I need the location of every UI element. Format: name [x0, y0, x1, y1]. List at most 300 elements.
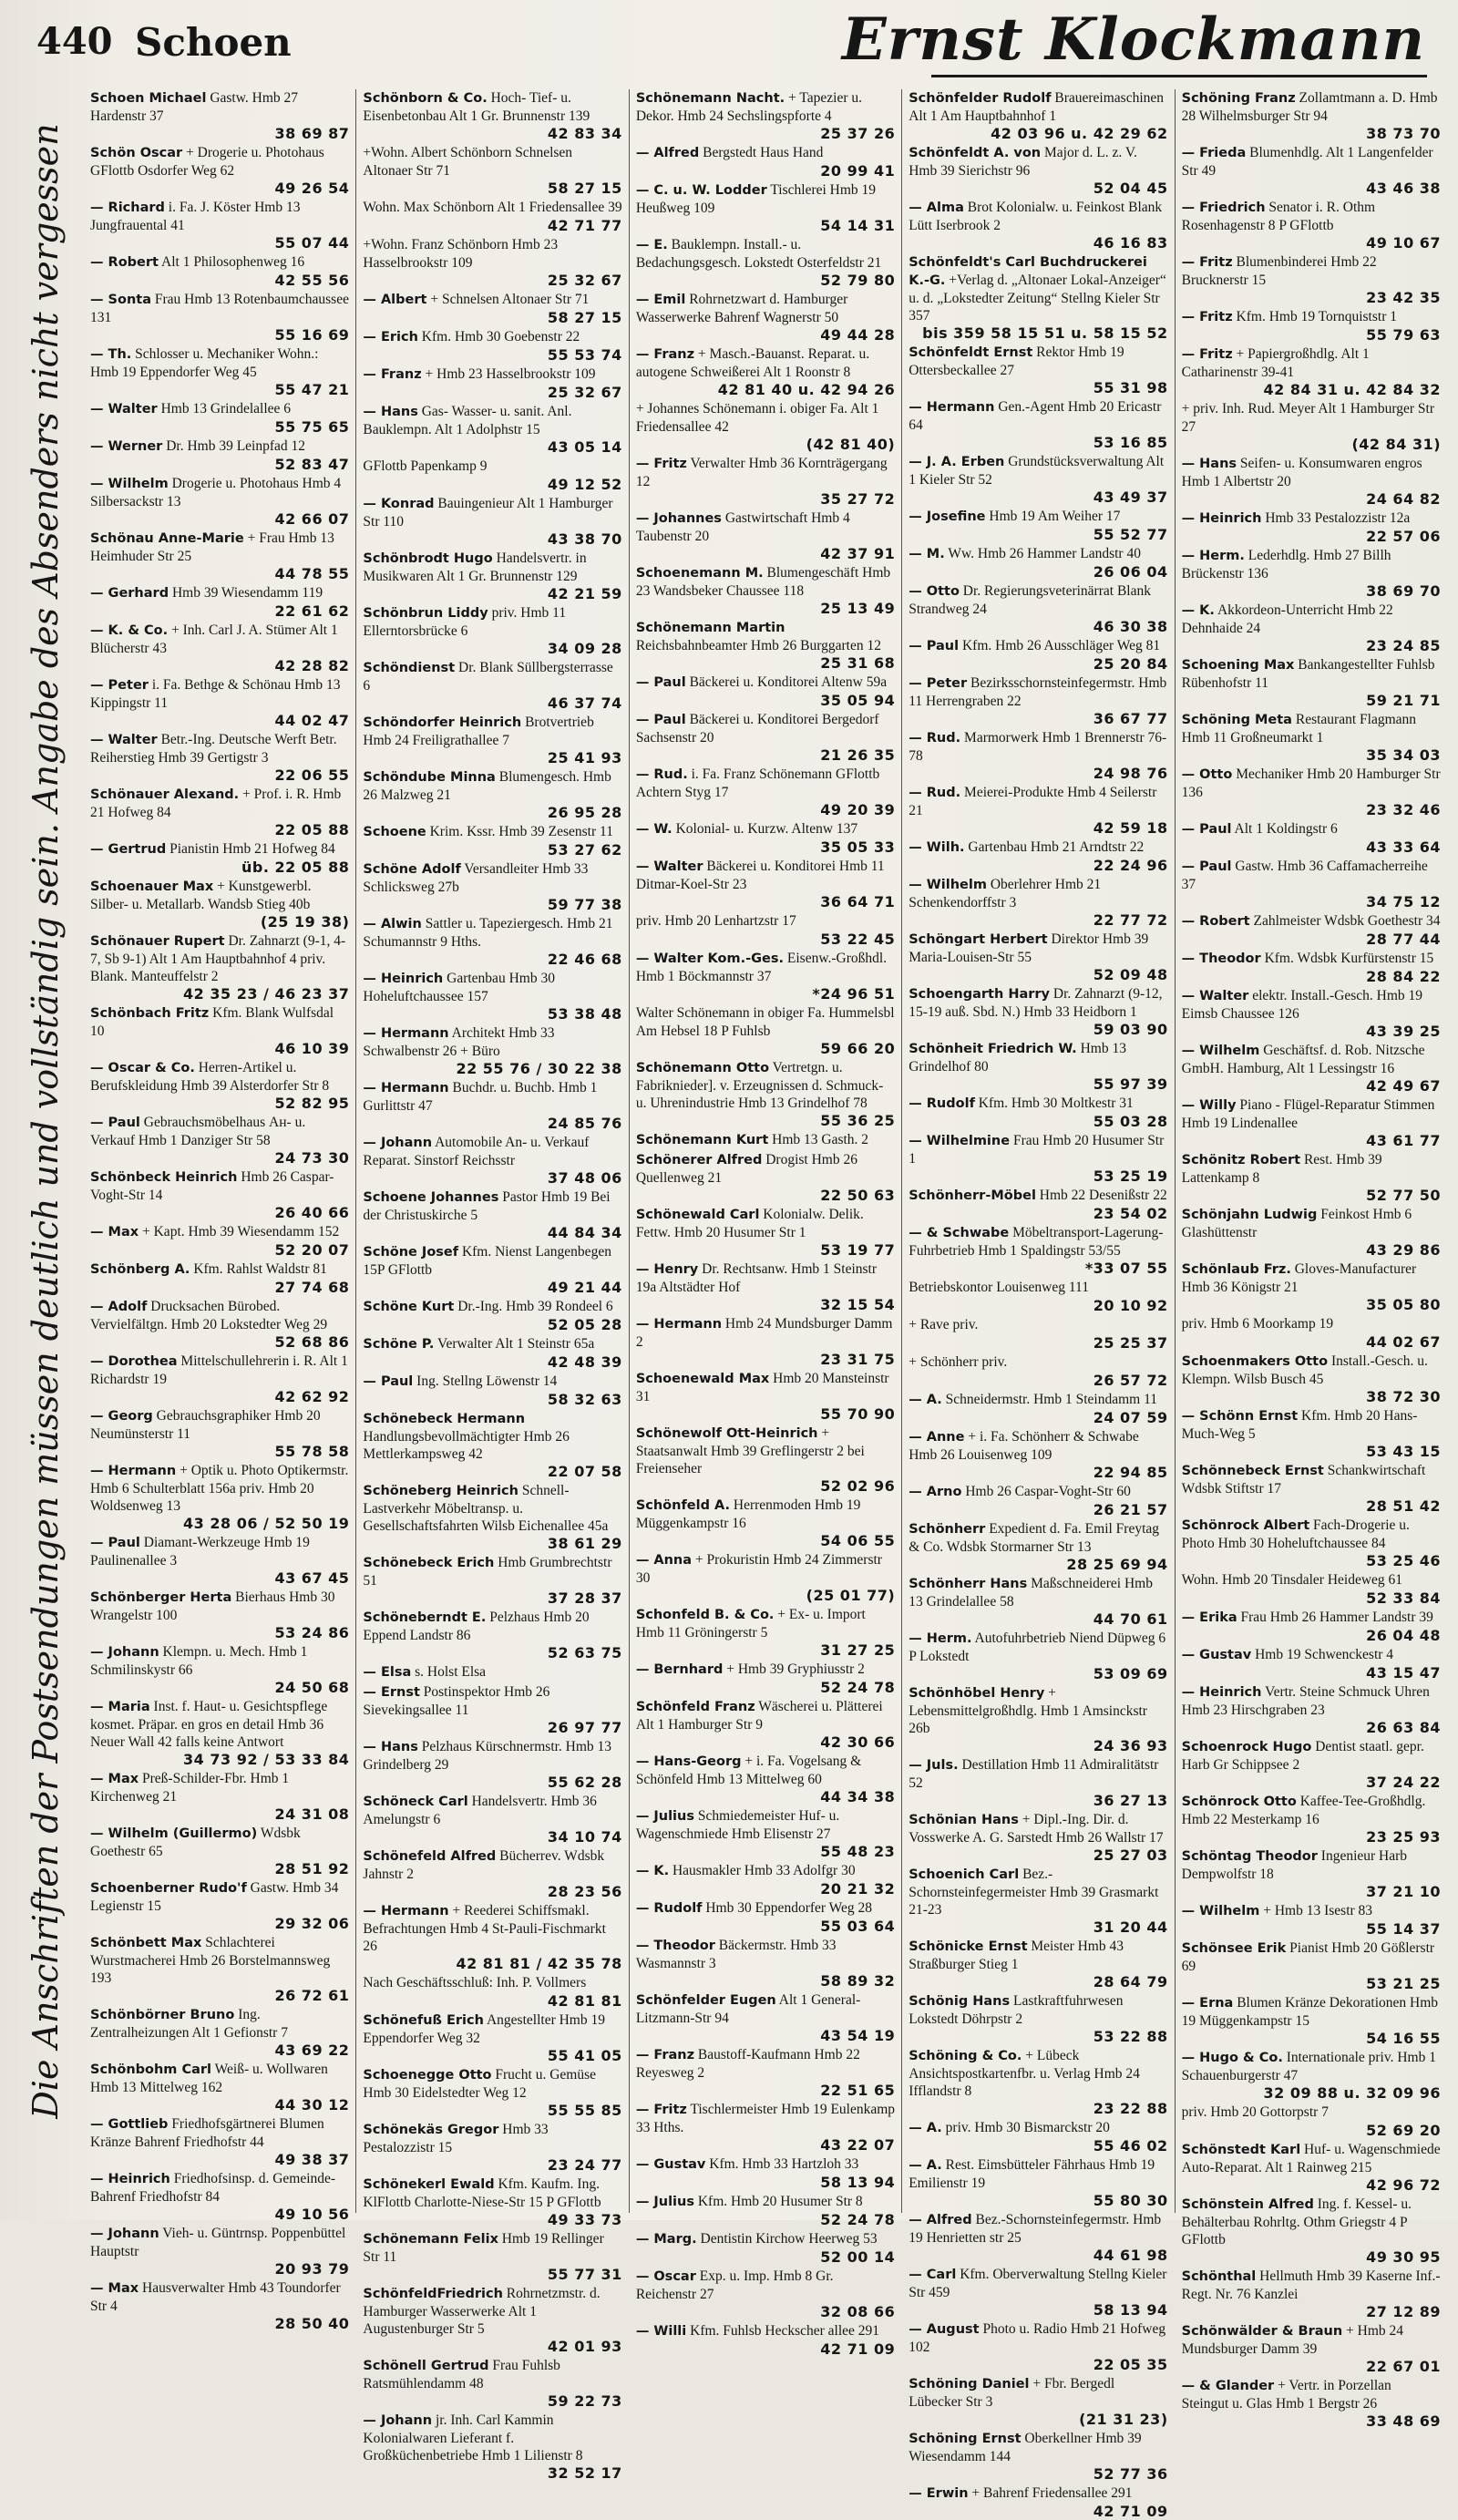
directory-entry [363, 1609, 621, 1661]
entry-name: — Paul [90, 1536, 140, 1550]
entry-name: Schöning Ernst [909, 2432, 1022, 2446]
entry-details: Grundstücksverwaltung Alt 1 Kieler Str 52 [909, 454, 1165, 488]
directory-entry [363, 2066, 621, 2119]
entry-details: Schmiedemeister Huf- u. Wagenschmiede Hmb Elisenstr 27 [635, 1808, 840, 1842]
directory-entry [636, 345, 895, 398]
entry-name: — Elsa [363, 1665, 412, 1680]
entry-details: Wäscherei u. Plätterei Alt 1 Hamburger Str 9 [635, 1699, 883, 1733]
entry-phone: 55 52 77 [1093, 526, 1168, 543]
entry-phone: 49 33 73 [547, 2211, 622, 2228]
entry-name: — Sonta [90, 293, 151, 307]
entry-name: — & Glander [1181, 2379, 1275, 2393]
entry-details: Wdsbk Goethestr 65 [90, 1826, 301, 1859]
entry-details: Pastor Hmb 19 Bei der Christuskirche 5 [363, 1189, 611, 1223]
entry-details: Kfm. Oberverwaltung Stellng Kieler Str 459 [909, 2267, 1167, 2300]
directory-entry [909, 144, 1167, 197]
directory-entry [636, 2322, 895, 2358]
entry-details: +Wohn. Franz Schönborn Hmb 23 Hasselbrookstr 109 [363, 237, 559, 271]
entry-details: Kfm. Blank Wulfsdal 10 [90, 1005, 334, 1039]
entry-details: Wohn. Max Schönborn Alt 1 Friedensallee 39 [363, 200, 622, 215]
entry-phone: 52 77 36 [1093, 2465, 1168, 2483]
entry-phone: 26 95 28 [547, 804, 622, 821]
entry-details: Brauereimaschinen Alt 1 Am Hauptbahnhof 1 [909, 90, 1165, 124]
directory-entry [90, 253, 349, 289]
entry-details: Direktor Hmb 39 Maria-Louisen-Str 55 [909, 931, 1149, 965]
entry-phone: 23 25 93 [1366, 1828, 1442, 1846]
entry-details: Marmorwerk Hmb 1 Brennerstr 76-78 [909, 730, 1167, 764]
entry-phone: 49 44 28 [820, 326, 896, 344]
entry-name: — August [909, 2322, 980, 2337]
directory-entry [909, 1391, 1167, 1426]
entry-phone: 34 75 12 [1366, 893, 1442, 910]
directory-entry [909, 2484, 1167, 2520]
directory-entry [636, 2046, 895, 2099]
entry-details: Schlachterei Wurstmacherei Hmb 26 Borstelmannsweg 193 [90, 1935, 331, 1986]
directory-entry [90, 786, 349, 838]
directory-entry [636, 1753, 895, 1805]
entry-name: Schönemann Nacht. [635, 91, 785, 106]
entry-details: Gastw. Hmb 34 Legienstr 15 [90, 1880, 339, 1914]
entry-details: i. Fa. Franz Schönemann GFlottb Achtern Styg 17 [635, 766, 880, 800]
entry-details: Rohrnetzmstr. d. Hamburger Wasserwerke Alt 1 Augustenburger Str 5 [363, 2286, 601, 2337]
directory-entry [909, 1756, 1167, 1809]
entry-phone: 20 21 32 [820, 1880, 896, 1898]
entry-phone: 38 69 87 [274, 125, 350, 142]
entry-name: Schönjahn Ludwig [1181, 1208, 1318, 1222]
directory-entry [636, 912, 895, 948]
entry-phone: 28 51 92 [274, 1860, 350, 1877]
entry-name: Schöning Meta [1181, 713, 1292, 727]
entry-name: Schöngart Herbert [909, 932, 1048, 947]
entry-phone: 49 12 52 [547, 476, 622, 493]
directory-entry [909, 1279, 1167, 1314]
entry-phone: 32 52 17 [547, 2464, 622, 2482]
entry-phone: 53 27 62 [547, 841, 622, 859]
entry-details: Major d. L. z. V. Hmb 39 Sierichstr 96 [909, 145, 1137, 179]
entry-details: Senator i. R. Othm Rosenhagenstr 8 P GFlottb [1181, 200, 1376, 233]
entry-name: — A. [909, 1393, 942, 1407]
entry-details: Verwalter Alt 1 Steinstr 65a [437, 1336, 595, 1352]
entry-phone: 52 77 50 [1366, 1187, 1442, 1204]
entry-phone: 20 99 41 [820, 162, 896, 180]
entry-name: — Heinrich [1181, 511, 1262, 526]
entry-details: Hmb 13 Grindelallee 6 [160, 401, 292, 417]
entry-name: Schönnebeck Ernst [1181, 1464, 1324, 1478]
directory-entry [90, 1534, 349, 1587]
entry-details: Bierhaus Hmb 30 Wrangelstr 100 [90, 1589, 335, 1623]
entry-phone: 55 62 28 [547, 1774, 622, 1791]
directory-columns [84, 89, 1447, 2520]
entry-name: — Arno [909, 1485, 962, 1499]
entry-phone: 26 21 57 [1093, 1501, 1168, 1518]
directory-entry [363, 1188, 621, 1241]
entry-details: Hmb 22 Desenißstr 22 [1039, 1188, 1167, 1203]
entry-details: Feinkost Hmb 6 Glashüttenstr [1181, 1207, 1412, 1240]
entry-phone: 23 22 88 [1093, 2100, 1168, 2117]
entry-name: — Robert [90, 255, 159, 270]
entry-details: Handlungsbevollmächtigter Hmb 26 Mettlerkampsweg 42 [363, 1429, 570, 1462]
entry-phone: 55 77 31 [547, 2266, 622, 2283]
directory-entry [909, 2375, 1167, 2428]
entry-phone: 55 31 98 [1093, 379, 1168, 396]
entry-phone: (25 01 77) [806, 1587, 896, 1604]
entry-name: — Maria [90, 1700, 150, 1714]
entry-details: Reichsbahnbeamter Hmb 26 Burggarten 12 [635, 638, 881, 653]
directory-entry [1182, 253, 1441, 306]
entry-details: Fach-Drogerie u. Photo Hmb 30 Hoheluftchaussee 84 [1181, 1517, 1410, 1551]
directory-entry [909, 931, 1167, 983]
entry-phone: *33 07 55 [1084, 1260, 1168, 1277]
entry-name: — Friedrich [1181, 201, 1266, 215]
directory-entry [636, 858, 895, 910]
entry-details: + Hmb 24 Mundsburger Damm 39 [1181, 2323, 1404, 2357]
entry-details: Alt 1 Philosophenweg 16 [161, 254, 305, 270]
entry-phone: 42 48 39 [547, 1353, 622, 1371]
entry-name: Schönthal [1181, 2269, 1257, 2284]
entry-details: Kfm. Hmb 30 Moltkestr 31 [978, 1095, 1134, 1111]
entry-name: — Rud. [635, 767, 688, 782]
entry-name: — Alfred [909, 2213, 972, 2227]
entry-details: Schankwirtschaft Wdsbk Stiftstr 17 [1181, 1463, 1426, 1497]
directory-entry [636, 1131, 895, 1149]
directory-entry [1182, 2103, 1441, 2139]
entry-phone: 53 22 88 [1093, 2028, 1168, 2045]
entry-details: Frau Fuhlsb Ratsmühlendamm 48 [363, 2358, 560, 2391]
entry-name: — Gertrud [90, 842, 167, 857]
entry-details: Bez.-Schornsteinfegermeister Hmb 39 Grasmarkt 21-23 [909, 1867, 1159, 1918]
entry-phone: 36 27 13 [1093, 1792, 1168, 1809]
entry-details: Geschäftsf. d. Rob. Nitzsche GmbH. Hamburg, Alt 1 Lessingstr 16 [1181, 1043, 1425, 1076]
entry-phone: 46 30 38 [1093, 618, 1168, 635]
entry-details: + Drogerie u. Photohaus GFlottb Osdorfer Weg 62 [90, 145, 324, 179]
entry-details: Eisenw.-Großhdl. Hmb 1 Böckmannstr 37 [635, 951, 888, 984]
entry-name: Schönbeck Heinrich [90, 1170, 238, 1185]
directory-entry [636, 564, 895, 617]
entry-details: Meierei-Produkte Hmb 4 Seilerstr 21 [909, 785, 1157, 818]
entry-phone: 42 01 93 [547, 2338, 622, 2355]
directory-entry [1182, 2322, 1441, 2375]
directory-entry [363, 2230, 621, 2283]
entry-phone: 52 69 20 [1366, 2122, 1442, 2139]
entry-phone: 24 64 82 [1366, 490, 1442, 508]
entry-phone: 25 25 37 [1093, 1334, 1168, 1352]
directory-entry [363, 970, 621, 1023]
entry-name: — Hugo & Co. [1181, 2051, 1283, 2065]
entry-phone: 22 57 06 [1366, 528, 1442, 545]
entry-name: Schoenewald Max [635, 1372, 770, 1386]
entry-details: + i. Fa. Schönherr & Schwabe Hmb 26 Louisenweg 109 [909, 1429, 1139, 1463]
page-heading: Schoen [135, 20, 292, 65]
entry-name: — Willy [1181, 1098, 1237, 1113]
directory-entry [636, 509, 895, 562]
entry-name: — Hermann [363, 1904, 449, 1918]
entry-details: + Hmb 39 Gryphiusstr 2 [726, 1661, 865, 1677]
directory-entry [1182, 1517, 1441, 1569]
entry-name: — Hans-Georg [635, 1754, 742, 1769]
entry-details: Schnell-Lastverkehr Möbeltransp. u. Gesellschaftsfahrten Wilsb Eichenallee 45a [363, 1483, 609, 1534]
directory-entry [90, 291, 349, 344]
entry-name: Schönwälder & Braun [1181, 2324, 1343, 2339]
entry-phone: 26 40 66 [274, 1204, 350, 1221]
entry-name: Schönefuß Erich [363, 2013, 484, 2028]
entry-details: Autofuhrbetrieb Niend Düpweg 6 P Lokstedt [909, 1630, 1166, 1664]
entry-name: — Paul [1181, 859, 1232, 874]
directory-entry [90, 1168, 349, 1221]
directory-entry [90, 2279, 349, 2332]
directory-entry [909, 2119, 1167, 2155]
entry-details: Internationale priv. Hmb 1 Schauenburgerstr 47 [1181, 2050, 1436, 2083]
entry-name: Schöning & Co. [909, 2049, 1022, 2063]
entry-details: Hmb 24 Mundsburger Damm 2 [635, 1316, 893, 1350]
entry-phone: üb. 22 05 88 [241, 859, 350, 876]
entry-details: Kfm. Fuhlsb Heckscher allee 291 [690, 2323, 880, 2339]
directory-entry [1182, 987, 1441, 1040]
entry-phone: *24 96 51 [812, 985, 896, 1003]
entry-details: Lastkraftfuhrwesen Lokstedt Döhrpstr 2 [909, 1993, 1124, 2027]
entry-details: Rest. Eimsbütteler Fährhaus Hmb 19 Emilienstr 19 [909, 2157, 1155, 2191]
entry-name: — Paul [909, 639, 960, 653]
directory-entry [1182, 1315, 1441, 1351]
entry-name: Schoenmakers Otto [1181, 1354, 1329, 1369]
entry-phone: 42 21 59 [547, 585, 622, 602]
directory-entry [363, 2412, 621, 2482]
directory-entry [363, 1554, 621, 1607]
entry-name: — M. [909, 547, 945, 561]
directory-entry [1182, 1847, 1441, 1900]
directory-entry [909, 1575, 1167, 1628]
entry-name: — Hermann [635, 1317, 723, 1332]
directory-entry [1182, 455, 1441, 508]
entry-phone: 22 46 68 [547, 951, 622, 968]
directory-entry [90, 475, 349, 528]
directory-entry [909, 1684, 1167, 1754]
directory-entry [363, 1683, 621, 1736]
directory-entry [90, 878, 349, 931]
entry-details: + Papiergroßhdlg. Alt 1 Catharinenstr 39-41 [1181, 346, 1370, 380]
entry-name: — Erich [363, 330, 418, 345]
directory-entry [909, 1992, 1167, 2045]
entry-phone: 54 14 31 [820, 217, 896, 234]
entry-details: Photo u. Radio Hmb 21 Hofweg 102 [909, 2321, 1166, 2355]
directory-entry [909, 253, 1167, 342]
directory-entry [909, 1630, 1167, 1682]
entry-phone: 32 08 66 [820, 2303, 896, 2320]
entry-name: Schoening Max [1181, 658, 1295, 673]
directory-entry [90, 1589, 349, 1641]
directory-entry [1182, 820, 1441, 856]
entry-details: Gas- Wasser- u. sanit. Anl. Bauklempn. Alt 1 Adolphstr 15 [363, 404, 572, 437]
directory-entry [90, 2061, 349, 2114]
entry-name: — Wilh. [909, 840, 965, 855]
directory-entry [909, 674, 1167, 727]
entry-details: Destillation Hmb 11 Admiralitätstr 52 [909, 1757, 1159, 1791]
entry-phone: 59 77 38 [547, 896, 622, 913]
entry-phone: 59 66 20 [820, 1040, 896, 1057]
entry-phone: 28 51 42 [1366, 1497, 1442, 1515]
entry-details: Bäckerei u. Konditorei Bergedorf Sachsenstr 20 [635, 712, 879, 746]
entry-details: Install.-Gesch. u. Klempn. Wilsb Busch 45 [1181, 1353, 1428, 1387]
entry-phone: (42 84 31) [1351, 436, 1442, 453]
directory-entry [636, 2101, 895, 2154]
entry-name: Schönfeldt Ernst [909, 345, 1033, 360]
directory-entry [909, 2430, 1167, 2483]
entry-phone: 58 13 94 [820, 2174, 896, 2191]
entry-details: + Masch.-Bauanst. Reparat. u. autogene Schweißerei Alt 1 Roonstr 8 [635, 346, 870, 380]
entry-name: Schönewolf Ott-Heinrich [635, 1426, 818, 1441]
entry-details: Versandleiter Hmb 33 Schlicksweg 27b [363, 861, 589, 895]
directory-entry [909, 729, 1167, 782]
entry-details: + Rave priv. [909, 1317, 979, 1332]
entry-details: Akkordeon-Unterricht Hmb 22 Dehnhaide 24 [1181, 602, 1393, 636]
entry-details: Kfm. Hmb 20 Husumer Str 8 [697, 2194, 863, 2209]
entry-name: Schönau Anne-Marie [90, 531, 244, 546]
entry-details: Sattler u. Tapeziergesch. Hmb 21 Schumannstr 9 Hths. [363, 916, 613, 950]
entry-phone: 24 31 08 [274, 1805, 350, 1823]
entry-name: Schönemann Kurt [635, 1133, 769, 1147]
entry-details: i. Fa. J. Köster Hmb 13 Jungfrauental 41 [90, 200, 301, 233]
entry-phone: 46 10 39 [274, 1040, 350, 1057]
entry-name: — Julius [635, 2195, 694, 2209]
entry-details: Kfm. Hmb 33 Hartzloh 33 [709, 2156, 859, 2172]
entry-details: Hmb 33 Pestalozzistr 12a [1265, 510, 1411, 526]
entry-details: + Hmb 13 Isestr 83 [1263, 1903, 1373, 1918]
directory-entry [1182, 1151, 1441, 1204]
entry-name: — Max [90, 1772, 139, 1786]
directory-entry [363, 915, 621, 968]
side-notice: Die Anschriften der Postsendungen müssen deutlich und vollständig sein. Angabe des Absenders nicht vergessen [26, 123, 66, 2119]
entry-name: — Werner [90, 439, 163, 454]
directory-entry [1182, 1042, 1441, 1095]
directory-entry [363, 550, 621, 602]
directory-entry [363, 1793, 621, 1846]
entry-phone: 55 41 05 [547, 2047, 622, 2064]
entry-details: Kfm. Hmb 19 Tornquiststr 1 [1236, 309, 1397, 324]
directory-entry [363, 2121, 621, 2174]
entry-details: Hausmakler Hmb 33 Adolfgr 30 [672, 1863, 856, 1878]
entry-name: Schoenauer Max [90, 879, 214, 894]
entry-phone: 43 39 25 [1366, 1023, 1442, 1040]
directory-entry [90, 2225, 349, 2278]
entry-phone: 58 27 15 [547, 180, 622, 197]
entry-phone: 44 02 47 [274, 712, 350, 729]
entry-name: — Franz [363, 367, 422, 382]
entry-details: Tischlermeister Hmb 19 Eulenkamp 33 Hths. [635, 2102, 896, 2135]
entry-details: Hellmuth Hmb 39 Kaserne Inf.-Regt. Nr. 76 Kanzlei [1181, 2268, 1441, 2302]
entry-details: + Reederei Schiffsmakl. Befrachtungen Hmb 4 St-Pauli-Fischmarkt 26 [363, 1903, 606, 1954]
directory-entry [636, 1862, 895, 1898]
entry-details: Blumenbinderei Hmb 22 Brucknerstr 15 [1181, 254, 1377, 288]
entry-phone: 43 05 14 [547, 438, 622, 456]
entry-name: — Erika [1181, 1610, 1237, 1625]
entry-details: Schneidermstr. Hmb 1 Steindamm 11 [945, 1392, 1157, 1407]
directory-entry [636, 181, 895, 234]
entry-phone: 25 20 84 [1093, 655, 1168, 673]
entry-name: Schönell Gertrud [363, 2359, 489, 2373]
entry-details: Schlosser u. Mechaniker Wohn.: Hmb 19 Eppendorfer Weg 45 [90, 346, 319, 380]
entry-details: + Prokuristin Hmb 24 Zimmerstr 30 [635, 1552, 882, 1586]
directory-entry [909, 876, 1167, 929]
entry-phone: 43 54 19 [820, 2027, 896, 2044]
entry-phone: 59 21 71 [1366, 692, 1442, 709]
entry-details: Gebrauchsmöbelhaus Ан- u. Verkauf Hmb 1 Danziger Str 58 [90, 1115, 306, 1148]
directory-entry [90, 1407, 349, 1460]
entry-details: Kfm. Hmb 26 Ausschläger Weg 81 [961, 638, 1161, 653]
directory-entry [636, 291, 895, 344]
entry-name: — Albert [363, 293, 427, 307]
entry-details: + priv. Inh. Rud. Meyer Alt 1 Hamburger Str 27 [1181, 401, 1434, 435]
directory-entry [636, 400, 895, 453]
entry-name: — Peter [90, 678, 149, 693]
directory-entry [636, 1899, 895, 1935]
entry-details: Hoch- Tief- u. Eisenbetonbau Alt 1 Gr. Brunnenstr 139 [363, 90, 590, 124]
entry-name: Schönemann Martin [635, 621, 785, 635]
entry-phone: 43 28 06 / 52 50 19 [183, 1515, 350, 1532]
entry-phone: 37 48 06 [547, 1169, 622, 1187]
directory-entry [636, 2193, 895, 2228]
entry-name: — Herm. [909, 1631, 972, 1646]
entry-details: Drogist Hmb 26 Quellenweg 21 [635, 1152, 857, 1186]
entry-name: Schoen Michael [90, 91, 207, 106]
entry-name: Schönfeld A. [635, 1498, 730, 1513]
entry-phone: 52 20 07 [274, 1241, 350, 1259]
entry-details: Frucht u. Gemüse Hmb 30 Eidelstedter Weg 12 [363, 2067, 597, 2101]
directory-entry [363, 291, 621, 326]
entry-phone: 42 37 91 [820, 545, 896, 562]
entry-details: Hmb 30 Eppendorfer Weg 28 [705, 1900, 873, 1916]
entry-details: Tischlerei Hmb 19 Heußweg 109 [635, 182, 877, 216]
entry-details: Ww. Hmb 26 Hammer Landstr 40 [948, 546, 1141, 561]
entry-phone: 43 33 64 [1366, 838, 1442, 856]
entry-details: + Fbr. Bergedl Lübecker Str 3 [909, 2376, 1115, 2410]
entry-phone: 53 38 48 [547, 1005, 622, 1023]
entry-name: — Hans [363, 405, 418, 419]
entry-phone: 23 24 77 [547, 2156, 622, 2174]
directory-entry [363, 2357, 621, 2410]
entry-name: Schöne Adolf [363, 862, 461, 877]
entry-phone: 59 03 90 [1093, 1021, 1168, 1038]
entry-phone: 28 77 44 [1366, 931, 1442, 948]
entry-name: Schoenberner Rudo'f [90, 1881, 247, 1896]
entry-details: Meister Hmb 43 Straßburger Stieg 1 [909, 1939, 1124, 1972]
entry-phone: 22 06 55 [274, 766, 350, 784]
directory-entry [636, 144, 895, 180]
entry-phone: 22 51 65 [820, 2082, 896, 2099]
entry-phone: 55 48 23 [820, 1843, 896, 1860]
entry-phone: 52 82 95 [274, 1095, 350, 1112]
entry-name: Schöndorfer Heinrich [363, 715, 522, 730]
directory-entry [909, 1428, 1167, 1481]
entry-details: Ing. Zentralheizungen Alt 1 Gefionstr 7 [90, 2007, 288, 2041]
entry-phone: 42 62 92 [274, 1388, 350, 1405]
entry-phone: 43 49 37 [1093, 489, 1168, 506]
entry-phone: 59 22 73 [547, 2392, 622, 2410]
directory-entry [363, 1847, 621, 1900]
entry-name: — Wilhelm [1181, 1904, 1260, 1918]
entry-phone: (42 81 40) [806, 436, 896, 453]
entry-phone: 22 05 35 [1093, 2356, 1168, 2373]
entry-phone: 26 04 48 [1366, 1627, 1442, 1644]
directory-entry [1182, 2268, 1441, 2320]
entry-phone: 28 23 56 [547, 1883, 622, 1900]
entry-name: — Anne [909, 1430, 965, 1445]
entry-details: Blumengesch. Hmb 26 Malzweg 21 [363, 769, 611, 803]
entry-details: Ingenieur Harb Dempwolfstr 18 [1181, 1848, 1408, 1882]
directory-entry [363, 768, 621, 821]
directory-entry [636, 1497, 895, 1549]
entry-phone: 42 81 81 / 42 35 78 [456, 1955, 622, 1972]
directory-entry [90, 345, 349, 398]
directory-entry [363, 1738, 621, 1791]
